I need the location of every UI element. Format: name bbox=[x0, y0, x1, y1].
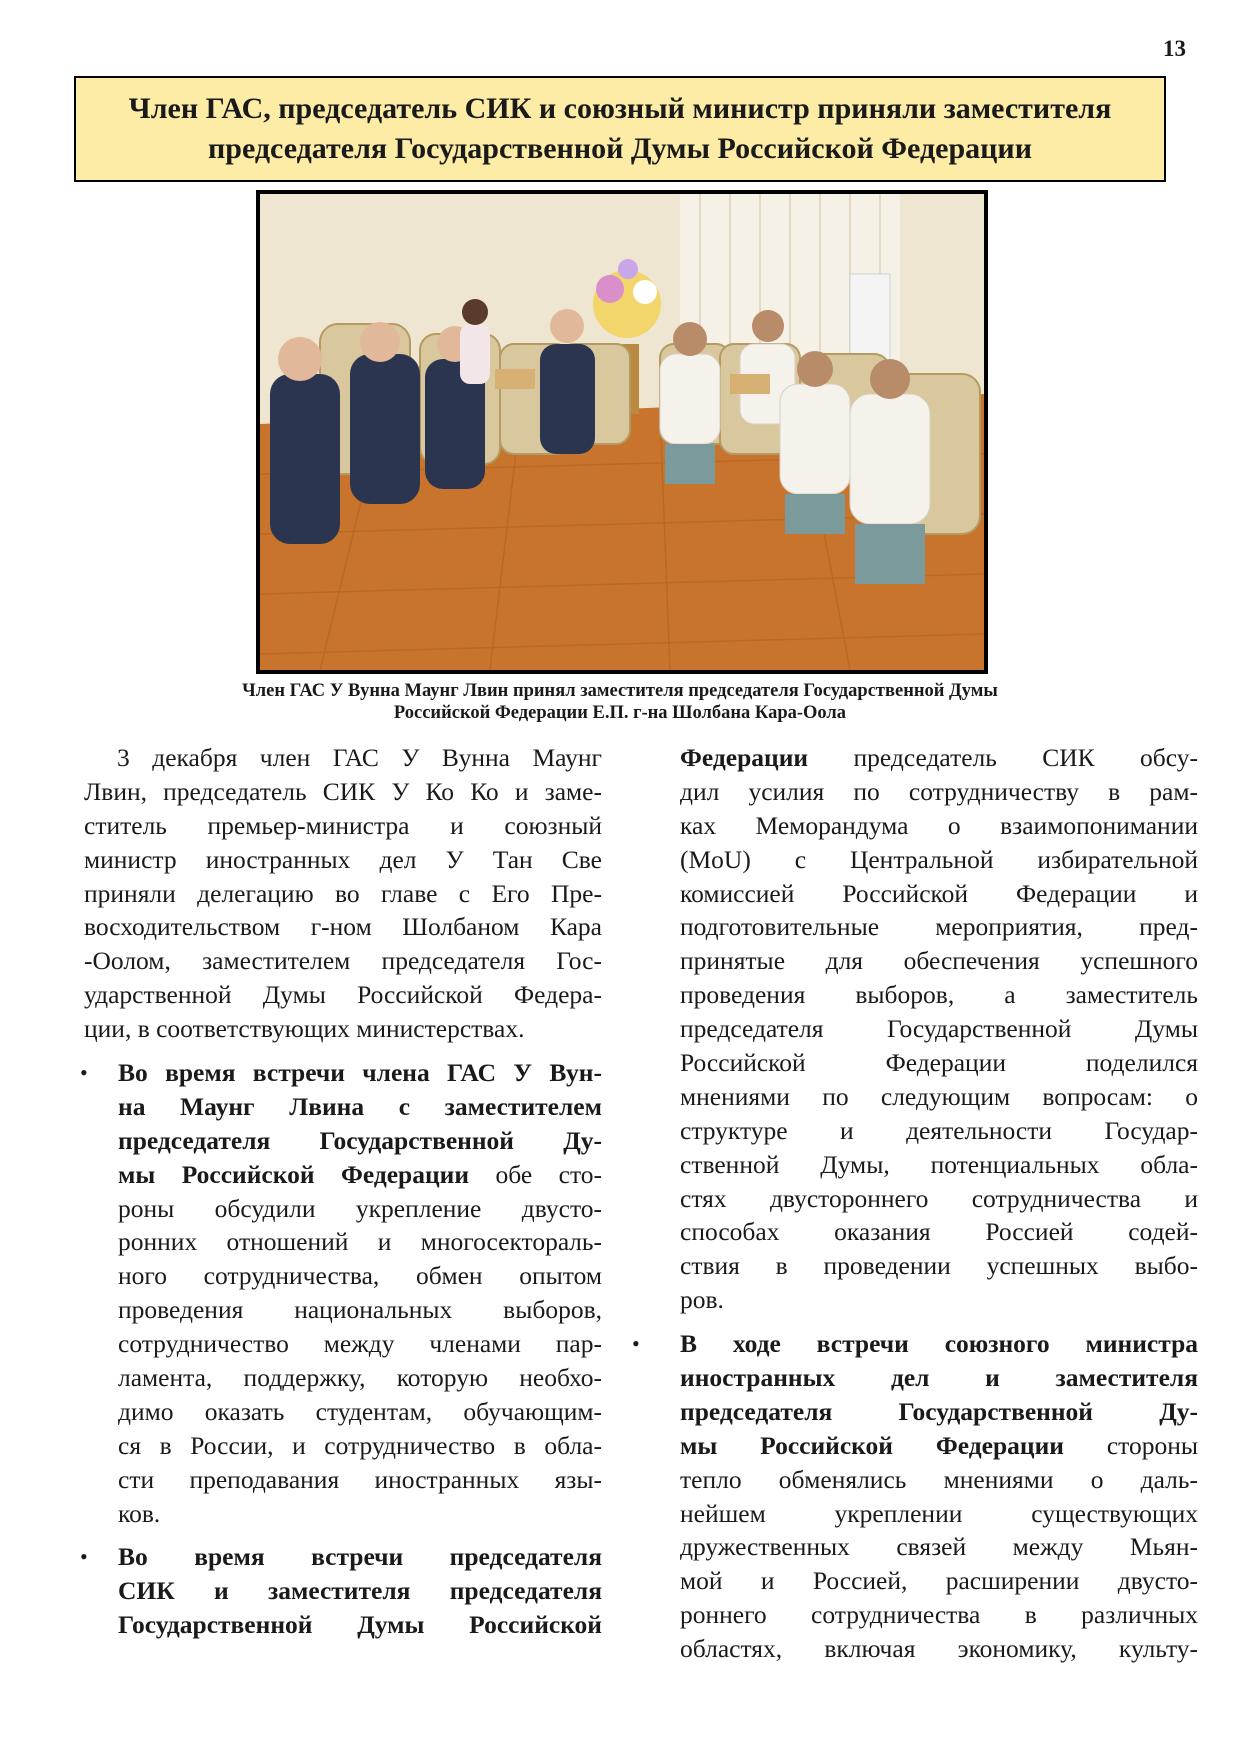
bullet-item-2 bbox=[80, 1540, 602, 1642]
body-line: ров. bbox=[680, 1285, 724, 1315]
bullet-mixed-line bbox=[680, 1429, 1198, 1463]
body-line: способах оказания Россией содей- bbox=[680, 1217, 1198, 1247]
bullet-text-fragment: стороны bbox=[1063, 1430, 1198, 1460]
article-title-box bbox=[74, 76, 1166, 182]
body-line: дружественных связей между Мьян- bbox=[680, 1532, 1198, 1562]
bullet-bold-line: Государственной Думы Российской bbox=[118, 1610, 602, 1640]
body-line: (MoU) с Центральной избирательной bbox=[680, 844, 1198, 874]
article-title-line-2: председателя Государственной Думы Российской Федерации bbox=[207, 132, 1033, 165]
meeting-photo bbox=[256, 190, 988, 674]
photo-caption-line-2: Российской Федерации Е.П. г-на Шолбана Кара-Оола bbox=[393, 703, 847, 723]
body-line: сотрудничество между членами пар- bbox=[118, 1329, 602, 1359]
body-line: принятые для обеспечения успешного bbox=[680, 946, 1198, 976]
body-line: проведения выборов, а заместитель bbox=[680, 980, 1198, 1010]
bullet-bold-fragment: мы Российской Федерации bbox=[118, 1159, 470, 1189]
body-line: ции, в соответствующих министерствах. bbox=[84, 1014, 525, 1044]
bullet-bold-line: В ходе встречи союзного министра bbox=[680, 1329, 1198, 1359]
body-line: роннего сотрудничества в различных bbox=[680, 1600, 1198, 1630]
body-line: ственной Думы, потенциальных обла- bbox=[680, 1149, 1198, 1179]
body-line: сти преподавания иностранных язы- bbox=[118, 1464, 602, 1494]
body-line: нейшем укреплении существующих bbox=[680, 1498, 1198, 1528]
bullet-bold-line: председателя Государственной Ду- bbox=[680, 1396, 1198, 1426]
body-line: подготовительные мероприятия, пред- bbox=[680, 912, 1198, 942]
bullet-dot-icon: • bbox=[632, 1331, 640, 1357]
right-column bbox=[632, 741, 1198, 1666]
bullet-dot-icon: • bbox=[80, 1544, 88, 1570]
body-line: комиссией Российской Федерации и bbox=[680, 878, 1198, 908]
article-title-line-1: Член ГАС, председатель СИК и союзный министр приняли заместителя bbox=[128, 92, 1112, 125]
body-line: министр иностранных дел У Тан Све bbox=[84, 844, 602, 874]
body-line: ламента, поддержку, которую необхо- bbox=[118, 1363, 602, 1393]
bullet-item-1 bbox=[80, 1056, 603, 1530]
bullet-bold-line: Во время встречи председателя bbox=[118, 1542, 602, 1572]
bullet-text-fragment: председатель СИК обсу- bbox=[808, 743, 1198, 772]
body-line: ударственной Думы Российской Федера- bbox=[84, 980, 602, 1010]
bullet-continuation-line bbox=[680, 741, 1198, 775]
body-line: ствия в проведении успешных выбо- bbox=[680, 1251, 1198, 1281]
body-line: Российской Федерации поделился bbox=[680, 1048, 1198, 1078]
bullet-bold-line: иностранных дел и заместителя bbox=[680, 1363, 1198, 1393]
bullet-mixed-line bbox=[118, 1158, 602, 1192]
meeting-photo-illustration bbox=[260, 194, 984, 670]
body-line: роны обсудили укрепление двусто- bbox=[118, 1193, 602, 1223]
body-line: структуре и деятельности Государ- bbox=[680, 1115, 1198, 1145]
body-line: ках Меморандума о взаимопонимании bbox=[680, 810, 1198, 840]
body-line: -Оолом, заместителем председателя Гос- bbox=[84, 946, 602, 976]
body-line: Лвин, председатель СИК У Ко Ко и заме- bbox=[84, 776, 602, 806]
body-line: ков. bbox=[118, 1498, 161, 1528]
bullet-text-fragment: обе сто- bbox=[469, 1159, 603, 1189]
body-line: председателя Государственной Думы bbox=[680, 1014, 1198, 1044]
bullet-dot-icon: • bbox=[80, 1060, 88, 1086]
body-line: проведения национальных выборов, bbox=[118, 1295, 602, 1325]
photo-caption-line-1: Член ГАС У Вунна Маунг Лвин принял заместителя председателя Государственной Думы bbox=[242, 681, 998, 701]
body-line: приняли делегацию во главе с Его Пре- bbox=[84, 878, 602, 908]
body-line: ститель премьер-министра и союзный bbox=[84, 810, 602, 840]
body-line: областях, включая экономику, культу- bbox=[680, 1634, 1198, 1664]
body-line: мой и Россией, расширении двусто- bbox=[680, 1566, 1198, 1596]
body-line: ного сотрудничества, обмен опытом bbox=[118, 1261, 602, 1291]
left-column bbox=[80, 741, 603, 1642]
bullet-bold-line: на Маунг Лвина с заместителем bbox=[118, 1091, 602, 1121]
bullet-item-3 bbox=[632, 1327, 1198, 1666]
photo-caption bbox=[150, 680, 1090, 724]
body-line: мнениями по следующим вопросам: о bbox=[680, 1081, 1198, 1111]
body-line: 3 декабря член ГАС У Вунна Маунг bbox=[117, 743, 602, 772]
body-line: дил усилия по сотрудничеству в рам- bbox=[680, 776, 1198, 806]
body-line: димо оказать студентам, обучающим- bbox=[118, 1396, 602, 1426]
bullet-bold-line: председателя Государственной Ду- bbox=[118, 1125, 602, 1155]
bullet-bold-line: СИК и заместителя председателя bbox=[118, 1576, 602, 1606]
body-line: стях двустороннего сотрудничества и bbox=[680, 1183, 1198, 1213]
bullet-bold-fragment: мы Российской Федерации bbox=[680, 1430, 1064, 1460]
body-line: ронних отношений и многосекторaль- bbox=[118, 1227, 602, 1257]
body-line: тепло обменялись мнениями о даль- bbox=[680, 1464, 1198, 1494]
body-line: восходительством г-ном Шолбаном Кара bbox=[84, 912, 602, 942]
bullet-bold-fragment: Федерации bbox=[680, 743, 809, 772]
body-line: ся в России, и сотрудничество в обла- bbox=[118, 1430, 602, 1460]
page-number: 13 bbox=[1163, 36, 1186, 61]
bullet-bold-line: Во время встречи члена ГАС У Вун- bbox=[118, 1058, 602, 1088]
